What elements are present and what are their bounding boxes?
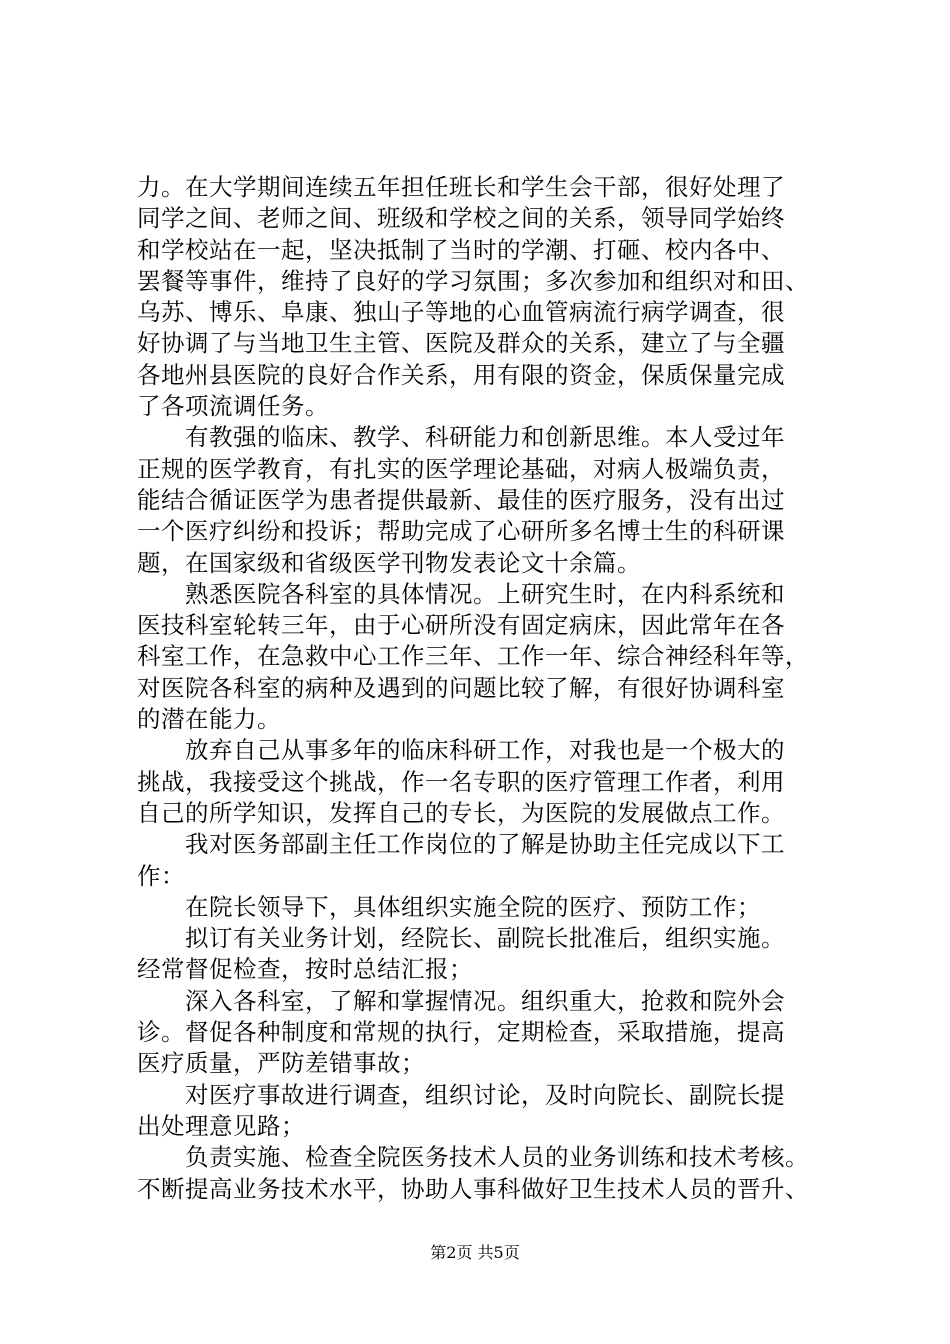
text-line: 有教强的临床、教学、科研能力和创新思维。本人受过年 [137,423,785,452]
text-line: 一个医疗纠纷和投诉；帮助完成了心研所多名博士生的科研课 [137,517,785,546]
text-line: 放弃自己从事多年的临床科研工作，对我也是一个极大的 [137,736,785,765]
text-line: 在院长领导下，具体组织实施全院的医疗、预防工作； [137,892,761,921]
text-line: 好协调了与当地卫生主管、医院及群众的关系，建立了与全疆 [137,329,785,358]
text-line: 乌苏、博乐、阜康、独山子等地的心血管病流行病学调查，很 [137,298,785,327]
text-line: 不断提高业务技术水平，协助人事科做好卫生技术人员的晋升、 [137,1174,809,1203]
text-line: 各地州县医院的良好合作关系，用有限的资金，保质保量完成 [137,360,785,389]
text-line: 科室工作，在急救中心工作三年、工作一年、综合神经科年等， [137,642,809,671]
text-line: 题，在国家级和省级医学刊物发表论文十余篇。 [137,548,641,577]
text-line: 罢餐等事件，维持了良好的学习氛围；多次参加和组织对和田、 [137,266,809,295]
text-line: 我对医务部副主任工作岗位的了解是协助主任完成以下工 [137,830,785,859]
text-line: 医技科室轮转三年，由于心研所没有固定病床，因此常年在各 [137,611,785,640]
text-line: 自己的所学知识，发挥自己的专长，为医院的发展做点工作。 [137,798,785,827]
text-line: 熟悉医院各科室的具体情况。上研究生时，在内科系统和 [137,579,785,608]
document-body [137,172,837,1205]
text-line: 医疗质量，严防差错事故； [137,1049,425,1078]
text-line: 出处理意见路； [137,1111,305,1140]
text-line: 对医院各科室的病种及遇到的问题比较了解，有很好协调科室 [137,673,785,702]
page-number-footer: 第2页 共5页 [430,1243,520,1262]
text-line: 作： [137,861,185,890]
text-line: 深入各科室，了解和掌握情况。组织重大，抢救和院外会 [137,986,785,1015]
text-line: 负责实施、检查全院医务技术人员的业务训练和技术考核。 [137,1143,809,1172]
text-line: 的潜在能力。 [137,705,281,734]
text-line: 正规的医学教育，有扎实的医学理论基础，对病人极端负责， [137,454,785,483]
text-line: 挑战，我接受这个挑战，作一名专职的医疗管理工作者，利用 [137,767,785,796]
text-line: 力。在大学期间连续五年担任班长和学生会干部，很好处理了 [137,173,785,201]
text-line: 经常督促检查，按时总结汇报； [137,955,473,984]
text-line: 对医疗事故进行调查，组织讨论，及时向院长、副院长提 [137,1080,785,1109]
text-line: 拟订有关业务计划，经院长、副院长批准后，组织实施。 [137,924,785,953]
text-line: 了各项流调任务。 [137,392,329,421]
text-line: 能结合循证医学为患者提供最新、最佳的医疗服务，没有出过 [137,485,785,514]
text-line: 和学校站在一起，坚决抵制了当时的学潮、打砸、校内各中、 [137,235,785,264]
text-line: 诊。督促各种制度和常规的执行，定期检查，采取措施，提高 [137,1018,785,1047]
text-line: 同学之间、老师之间、班级和学校之间的关系，领导同学始终 [137,204,785,233]
